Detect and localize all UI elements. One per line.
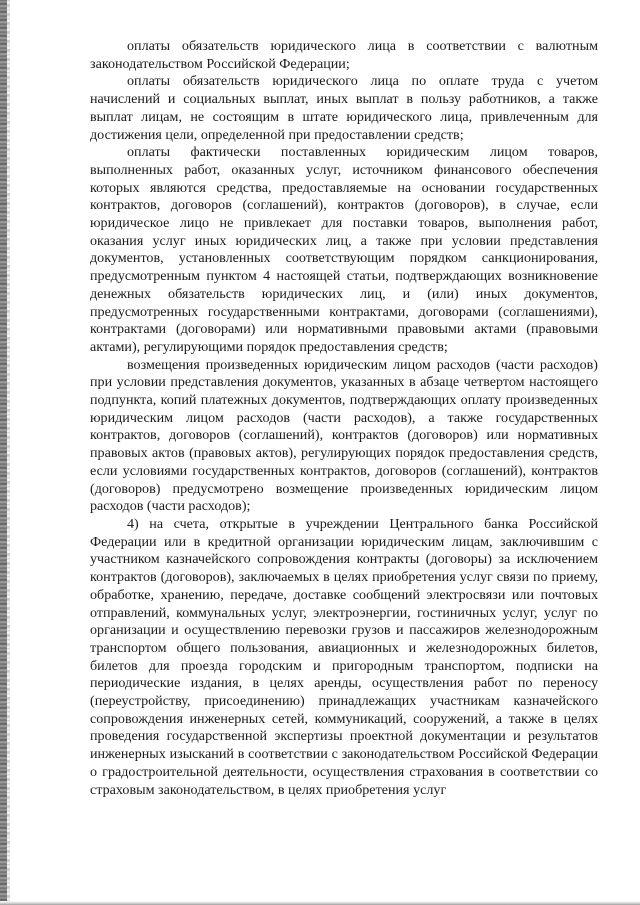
scan-edge-shadow xyxy=(0,0,7,905)
paragraph-labor-payments: оплаты обязательств юридического лица по оплате труда с учетом начислений и социальных выплат, иных выплат в пользу работников, а также выплат лицам, не состоящим в штате юридического лица, привлеченным для достижения цели, определенной при предоставлении средств; xyxy=(90,73,598,143)
paragraph-expense-reimbursement: возмещения произведенных юридическим лицом расходов (части расходов) при условии представления документов, указанных в абзаце четвертом настоящего подпункта, копий платежных документов, подтверждающих оплату произведенных юридическим лицом расходов (части расходов), а также государственных контрактов, договоров (соглашений), контрактов (договоров) или нормативных правовых актов (правовых актов), регулирующих порядок предоставления средств, если условиями государственных контрактов, договоров (соглашений), контрактов (договоров) предусмотрено возмещение произведенных юридическим лицом расходов (части расходов); xyxy=(90,356,598,515)
document-body xyxy=(90,38,598,799)
scan-edge-noise xyxy=(7,0,10,905)
paragraph-item-4-accounts: 4) на счета, открытые в учреждении Центрального банка Российской Федерации или в кредитной организации юридическим лицам, заключившим с участником казначейского сопровождения контракты (договоры) за исключением контрактов (договоров), заключаемых в целях приобретения услуг связи по приему, обработке, хранению, передаче, доставке сообщений электросвязи или почтовых отправлений, коммунальных услуг, электроэнергии, гостиничных услуг, услуг по организации и осуществлению перевозки грузов и пассажиров железнодорожным транспортом общего пользования, авиационных и железнодорожных билетов, билетов для проезда городским и пригородным транспортом, подписки на периодические издания, в целях аренды, осуществления работ по переносу (переустройству, присоединению) принадлежащих участникам казначейского сопровождения инженерных сетей, коммуникаций, сооружений, а также в целях проведения государственной экспертизы проектной документации и результатов инженерных изысканий в соответствии с законодательством Российской Федерации о градостроительной деятельности, осуществления страхования в соответствии со страховым законодательством, в целях приобретения услуг xyxy=(90,515,598,798)
paragraph-currency-obligations: оплаты обязательств юридического лица в соответствии с валютным законодательством Российской Федерации; xyxy=(90,38,598,72)
scan-edge-bottom xyxy=(0,901,640,905)
paragraph-goods-payments: оплаты фактически поставленных юридическим лицом товаров, выполненных работ, оказанных услуг, источником финансового обеспечения которых являются средства, предоставляемые на основании государственных контрактов, договоров (соглашений), контрактов (договоров), в случае, если юридическое лицо не привлекает для поставки товаров, выполнения работ, оказания услуг иных юридических лиц, а также при условии представления документов, установленных соответствующим порядком санкционирования, предусмотренным пунктом 4 настоящей статьи, подтверждающих возникновение денежных обязательств юридических лиц, и (или) иных документов, предусмотренных государственными контрактами, договорами (соглашениями), контрактами (договорами) или нормативными правовыми актами (правовыми актами), регулирующими порядок предоставления средств; xyxy=(90,144,598,355)
